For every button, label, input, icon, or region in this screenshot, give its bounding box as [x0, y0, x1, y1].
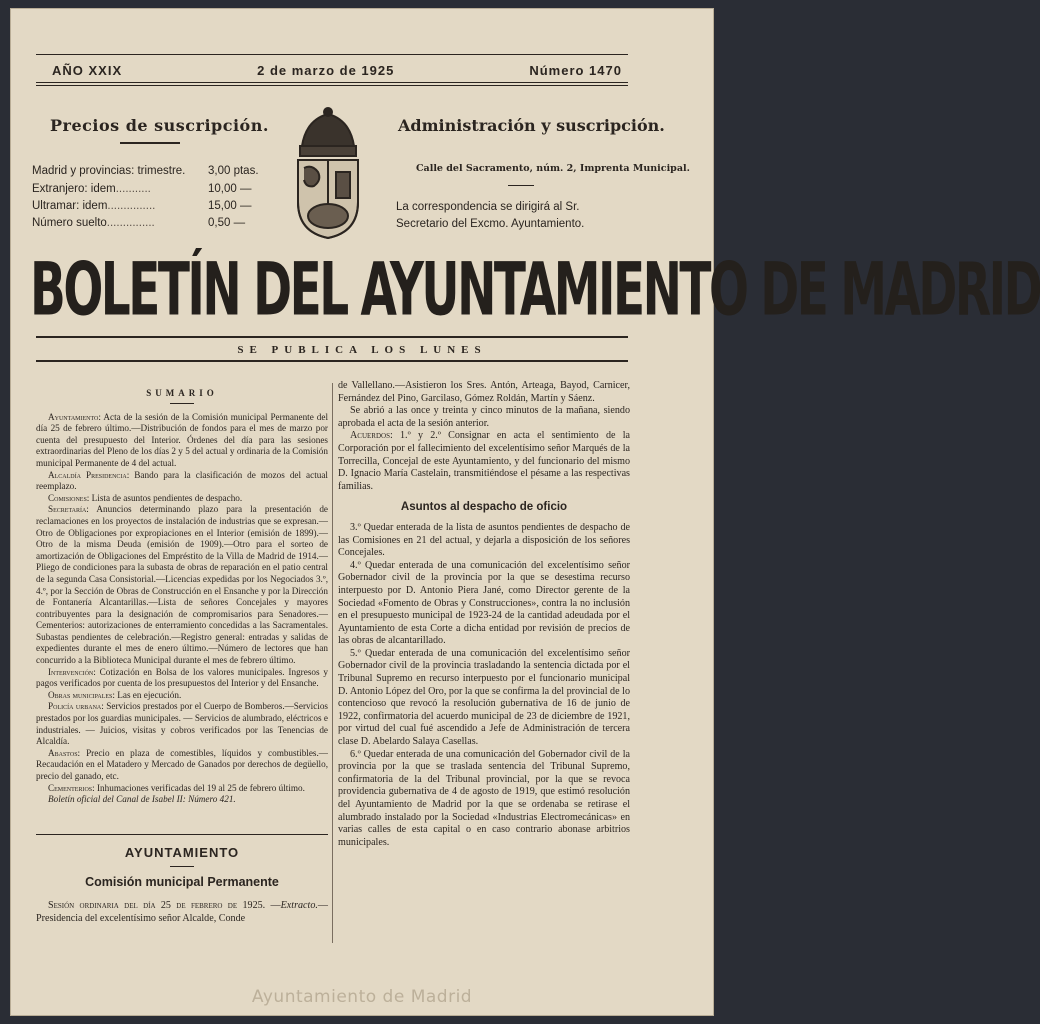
- document-page: [10, 8, 1040, 1016]
- minutes-column: [338, 380, 630, 849]
- agreement-item: 6.º Quedar enterada de una comunicación del Gobernador civil de la provincia por la que se traslada sentencia del Tribunal Supremo, confirmatoria de la del Tribunal provincial, por la que se revoca providencia gubernativa de 4 de agosto de 1919, que estimó resolución del Ayuntamiento de Madrid por la que se ordenaba se retirase el alumbrado instalado por la Sociedad «Industrias Electromecánicas» en varias calles de esta capital o en caso contrario abonase arbitrios municipales.: [338, 748, 630, 848]
- session-intro: Sesión ordinaria del día 25 de febrero de 1925. —Extracto.—Presidencia del excelentísimo señor Alcalde, Conde: [36, 900, 328, 924]
- heading-rule: [170, 866, 194, 867]
- price-row: Extranjero: idem ........... 10,00 —: [32, 183, 252, 195]
- issue-bar: [52, 63, 622, 78]
- subscription-prices-heading: Precios de suscripción.: [50, 116, 269, 135]
- agreements-paragraph: Acuerdos: 1.º y 2.º Consignar en acta el sentimiento de la Corporación por el fallecimiento del excelentísimo señor Marqués de la Torrecilla, Concejal de este Ayuntamiento, y del funcionario del mismo D. Ignacio María Castelain, transmitiéndose el pésame a las respectivas familias.: [338, 430, 630, 492]
- comision-heading: Comisión municipal Permanente: [85, 875, 279, 889]
- summary-heading: SUMARIO: [146, 388, 218, 398]
- column-divider: [332, 383, 333, 943]
- masthead-rule: [36, 360, 628, 362]
- archive-watermark: Ayuntamiento de Madrid: [251, 987, 473, 1007]
- publication-frequency: SE PUBLICA LOS LUNES: [237, 344, 487, 356]
- address-line: Calle del Sacramento, núm. 2, Imprenta Municipal.: [416, 163, 690, 174]
- issue-date: 2 de marzo de 1925: [257, 63, 395, 78]
- agreement-item: 4.º Quedar enterada de una comunicación del excelentísimo señor Gobernador civil de la provincia por la que se desestima recurso interpuesto por D. Antonio Piera Jané, como Director gerente de la Sociedad «Fomento de Obras y Construcciones», contra la no inclusión en el presupuesto municipal de 1923-24 de la cantidad adeudada por el Ayuntamiento de esta Corte a dicha entidad por revisión de precios de las obras de alcantarillado.: [338, 559, 630, 647]
- masthead-title: BOLETÍN DEL AYUNTAMIENTO DE MADRID: [30, 248, 1040, 334]
- top-rule: [36, 54, 628, 55]
- issue-number: Número 1470: [529, 63, 622, 78]
- asuntos-heading: Asuntos al despacho de oficio: [400, 501, 568, 514]
- issue-year: AÑO XXIX: [52, 63, 123, 78]
- agreement-item: 5.º Quedar enterada de una comunicación del excelentísimo señor Gobernador civil de la provincia trasladando la sentencia dictada por el Tribunal Supremo en recurso interpuesto por el funcionario municipal D. Antonio López del Oro, por la que se confirma la del provincial de lo contencioso que revocó la resolución gubernativa de 16 de junio de 1922, confirmatoria del acuerdo municipal de 23 de diciembre de 1921, por virtud del cual fué ascendido a Jefe de Administración de tercera clase D. Abelardo Salaya Casellas.: [338, 647, 630, 748]
- price-row: Madrid y provincias: trimestre. 3,00 ptas.: [32, 165, 259, 177]
- summary-item: Intervención: Cotización en Bolsa de los valores municipales. Ingresos y pagos verificados por cuenta de los presupuestos del Interior y del Ensanche.: [36, 666, 328, 689]
- summary-item: Abastos: Precio en plaza de comestibles, líquidos y combustibles.—Recaudación en el Matadero y Mercado de Ganados por derechos de degüello, precio del ganado, etc.: [36, 747, 328, 781]
- price-row: Ultramar: idem ............... 15,00 —: [32, 200, 252, 212]
- summary-item: Secretaría: Anuncios determinando plazo para la presentación de reclamaciones en los proyectos de instalación de industrias que se expresan.—Otro de Obligaciones por expropiaciones en el Interior (emisión de 1899).—Otro de la misma Deuda (emisión de 1909).—Otro para el sorteo de amortización de Obligaciones del Empréstito de la Villa de Madrid de 1914.— Pliego de condiciones para la subasta de obras de reparación en el patio central de la segunda Casa Consistorial.—Licencias expedidas por los Negociados 3.º, 4.º, por la Sección de Obras de Construcción en el Ensanche y por la Dirección de Fontanería Alcantarillas.—Lista de señores Concejales y mayores contribuyentes para la designación de compromisarios para Senadores.—Cementerios: autorizaciones de enterramiento concedidas a las Sacramentales. Subastas pendientes de celebración.—Registro general: entradas y salidas de expedientes durante el mes de enero último.—Número de lectores que han concurrido a la Biblioteca Municipal durante el mes de febrero último.: [36, 504, 328, 666]
- summary-item: Comisiones: Lista de asuntos pendientes de despacho.: [48, 492, 243, 503]
- opening-paragraph: Se abrió a las once y treinta y cinco minutos de la mañana, siendo aprobada el acta de la sesión anterior.: [338, 405, 630, 429]
- summary-section: [36, 388, 328, 806]
- administration-heading: Administración y suscripción.: [398, 116, 665, 135]
- summary-rule: [170, 403, 194, 404]
- summary-item: Cementerios: Inhumaciones verificadas del 19 al 25 de febrero último.: [48, 782, 305, 793]
- summary-item: Obras municipales: Las en ejecución.: [48, 689, 182, 700]
- issue-rule: [36, 82, 628, 83]
- price-row: Número suelto ............... 0,50 —: [32, 217, 246, 229]
- summary-item: Policía urbana: Servicios prestados por el Cuerpo de Bomberos.—Servicios prestados por los guardias municipales. — Servicios de alumbrado, eléctricos e industriales. — Juicios, visitas y cobros verificados por las Tenencias de Alcaldía.: [36, 701, 328, 747]
- ayuntamiento-heading: AYUNTAMIENTO: [124, 845, 240, 860]
- ayuntamiento-section: [36, 831, 328, 925]
- summary-item: Alcaldía Presidencia: Bando para la clasificación de mozos del actual reemplazo.: [36, 469, 328, 492]
- summary-item: Ayuntamiento: Acta de la sesión de la Comisión municipal Permanente del día 25 de febrero último.—Distribución de fondos para el mes de marzo por cuenta del presupuesto del Interior. Órdenes del día para las sesiones extraordinarias del Pleno de los días 2 y 5 del actual y ordinaria de la Comisión municipal Permanente de 4 del actual.: [36, 411, 328, 468]
- ornament-rule: [120, 142, 180, 144]
- correspondence-note: La correspondencia se dirigirá al Sr. Secretario del Excmo. Ayuntamiento.: [396, 201, 585, 230]
- ornament-rule: [508, 185, 534, 186]
- madrid-coat-of-arms-icon: [292, 106, 364, 242]
- attendance-paragraph: de Vallellano.—Asistieron los Sres. Antón, Arteaga, Bayod, Carnicer, Fernández del Pino, Garcilaso, Gómez Roldán, Martín y Sáenz.: [338, 380, 630, 404]
- agreement-item: 3.º Quedar enterada de la lista de asuntos pendientes de despacho de las Comisiones en 21 del actual, y dejarla a disposición de los señores Concejales.: [338, 521, 630, 559]
- issue-rule-thin: [36, 85, 628, 86]
- canal-bulletin-note: Boletín oficial del Canal de Isabel II: Número 421.: [48, 794, 236, 805]
- masthead-rule: [36, 336, 628, 338]
